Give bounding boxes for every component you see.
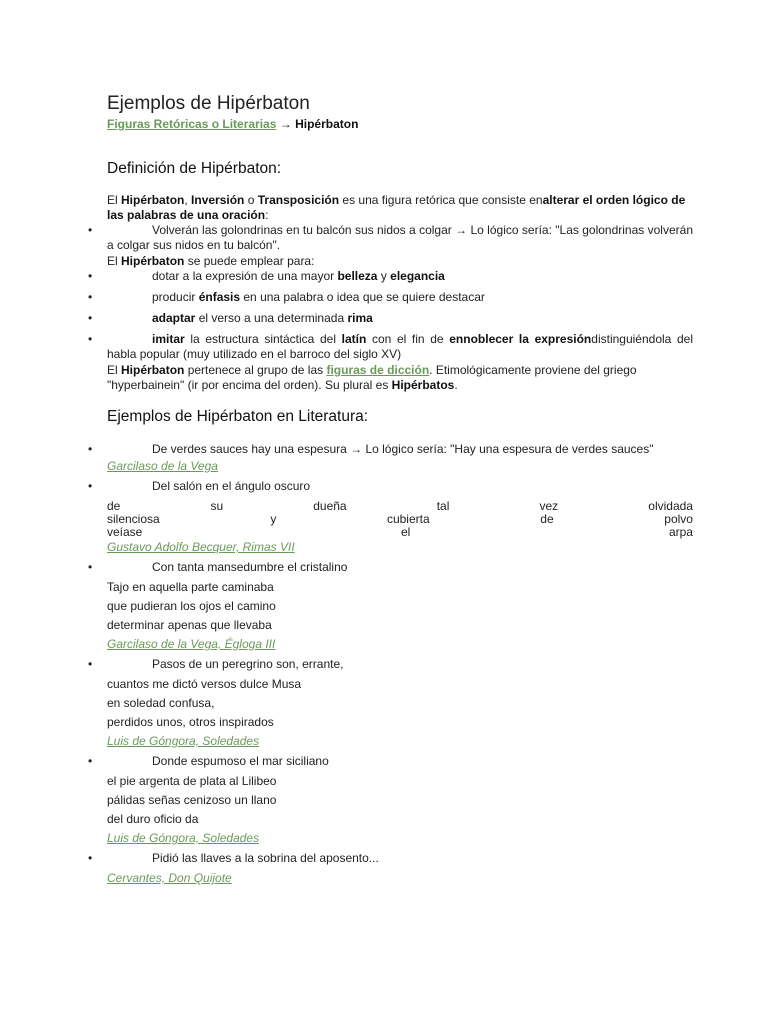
breadcrumb-arrow: → xyxy=(279,117,292,131)
author-link-gongora-1[interactable]: Luis de Góngora, Soledades xyxy=(107,734,260,748)
definition-closing: El Hipérbaton pertenece al grupo de las figuras de dicción. Etimológicamente proviene del griego "hyperbainein" (ir por encima del orden). Su plural es Hipérbatos. xyxy=(107,363,637,392)
document-page xyxy=(107,92,693,887)
list-item-use-imitar: • imitar la estructura sintáctica del latín con el fin de ennoblecer la expresióndistinguiéndola del habla popular (muy utilizado en el barroco del siglo XV) xyxy=(107,332,693,362)
list-item-use-rima: • adaptar el verso a una determinada rima xyxy=(107,311,693,326)
breadcrumb xyxy=(107,116,693,132)
breadcrumb-link-figuras[interactable]: Figuras Retóricas o Literarias xyxy=(107,117,277,131)
verse-line: determinar apenas que llevaba xyxy=(107,618,272,632)
list-item-example-peregrino: • Pasos de un peregrino son, errante, xyxy=(107,657,693,672)
uses-intro: El Hipérbaton se puede emplear para: xyxy=(107,254,315,268)
verse-line: perdidos unos, otros inspirados xyxy=(107,715,274,729)
list-item-use-belleza: • dotar a la expresión de una mayor belleza y elegancia xyxy=(107,269,693,284)
author-link-garcilaso[interactable]: Garcilaso de la Vega xyxy=(107,459,218,473)
definition-intro: El Hipérbaton, Inversión o Transposición es una figura retórica que consiste enalterar el orden lógico de las palabras de una oración: xyxy=(107,193,686,222)
author-link-becquer[interactable]: Gustavo Adolfo Becquer, Rimas VII xyxy=(107,540,295,554)
list-item-example-llaves: • Pidió las llaves a la sobrina del aposento... xyxy=(107,851,693,866)
verse-row-3: veíase el arpa xyxy=(107,525,693,539)
verse-line: del duro oficio da xyxy=(107,812,199,826)
list-item-example-salon: • Del salón en el ángulo oscuro xyxy=(107,479,693,494)
author-link-gongora-2[interactable]: Luis de Góngora, Soledades xyxy=(107,831,260,845)
breadcrumb-current: Hipérbaton xyxy=(295,117,359,131)
verse-row-2: silenciosa y cubierta de polvo xyxy=(107,512,693,526)
author-link-garcilaso-egloga[interactable]: Garcilaso de la Vega, Égloga III xyxy=(107,637,276,651)
definition-heading: Definición de Hipérbaton: xyxy=(107,160,282,177)
list-item-example-sauces: • De verdes sauces hay una espesura → Lo lógico sería: "Hay una espesura de verdes sauces" xyxy=(107,442,693,457)
verse-line: Tajo en aquella parte caminaba xyxy=(107,580,274,594)
page-title: Ejemplos de Hipérbaton xyxy=(107,93,310,114)
list-item-example-golondrinas: • Volverán las golondrinas en tu balcón sus nidos a colgar → Lo lógico sería: "Las golondrinas volverán a colgar sus nidos en tu balcón". xyxy=(107,223,693,253)
verse-line: el pie argenta de plata al Lilibeo xyxy=(107,774,277,788)
verse-line: cuantos me dictó versos dulce Musa xyxy=(107,677,302,691)
literature-heading: Ejemplos de Hipérbaton en Literatura: xyxy=(107,408,369,425)
verse-line: que pudieran los ojos el camino xyxy=(107,599,276,613)
author-link-cervantes[interactable]: Cervantes, Don Quijote xyxy=(107,871,232,885)
verse-row-1: de su dueña tal vez olvidada xyxy=(107,499,693,513)
list-item-use-enfasis: • producir énfasis en una palabra o idea que se quiere destacar xyxy=(107,290,693,305)
list-item-example-espumoso: • Donde espumoso el mar siciliano xyxy=(107,754,693,769)
link-figuras-de-diccion[interactable]: figuras de dicción xyxy=(326,363,430,377)
verse-line: pálidas señas cenizoso un llano xyxy=(107,793,277,807)
verse-line: en soledad confusa, xyxy=(107,696,215,710)
list-item-example-mansedumbre: • Con tanta mansedumbre el cristalino xyxy=(107,560,693,575)
